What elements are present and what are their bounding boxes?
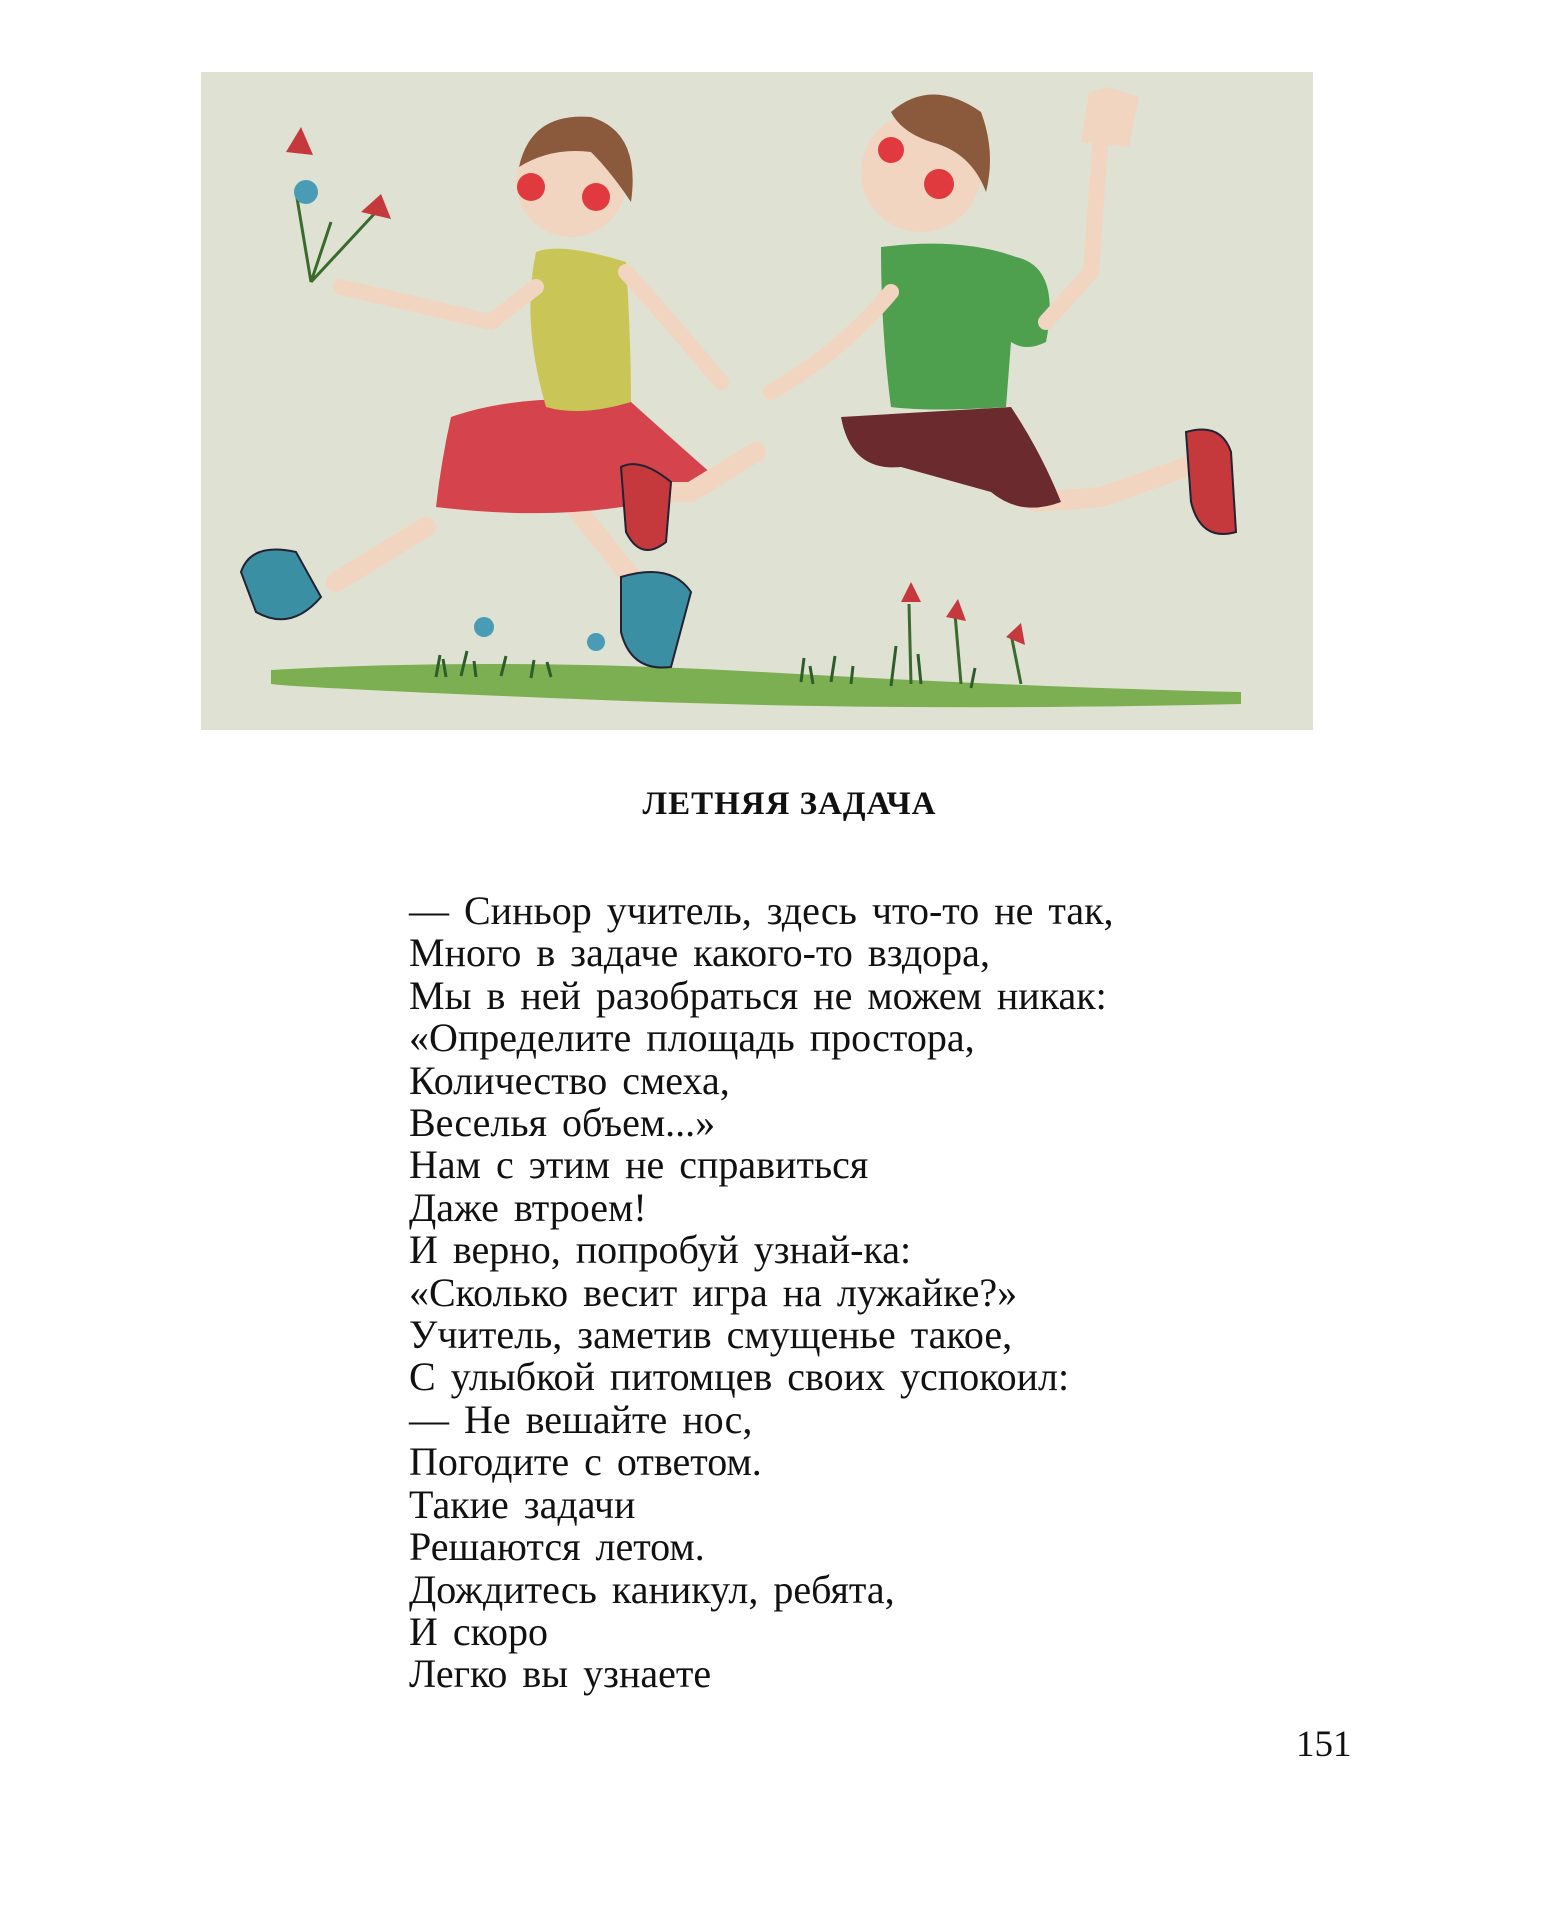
- poem-line: Дождитесь каникул, ребята,: [409, 1566, 895, 1612]
- poem-line: — Синьор учитель, здесь что-то не так,: [409, 888, 1114, 933]
- poem-line: «Сколько весит игра на лужайке?»: [409, 1269, 1018, 1315]
- poem-line: Решаются летом.: [409, 1524, 705, 1570]
- illustration-svg: [201, 72, 1313, 730]
- poem-text: [409, 890, 1309, 1696]
- page-number: 151: [1296, 1724, 1352, 1765]
- poem-line: Количество смеха,: [409, 1057, 730, 1103]
- poem-line: «Определите площадь простора,: [409, 1015, 975, 1061]
- poem-line: Много в задаче какого-то вздора,: [409, 930, 990, 976]
- poem-line: Погодите с ответом.: [409, 1439, 762, 1485]
- poem-line: Такие задачи: [409, 1481, 636, 1527]
- poem-line: — Не вешайте нос,: [409, 1396, 753, 1442]
- poem-line: Нам с этим не справиться: [409, 1142, 869, 1188]
- illustration-background: [201, 72, 1313, 730]
- poem-line: И скоро: [409, 1608, 549, 1654]
- poem-line: Даже втроем!: [409, 1184, 647, 1230]
- page-title: ЛЕТНЯЯ ЗАДАЧА: [642, 786, 937, 822]
- poem-line: И верно, попробуй узнай-ка:: [409, 1227, 912, 1273]
- children-running-illustration: [201, 72, 1313, 730]
- poem-line: Легко вы узнаете: [409, 1651, 712, 1697]
- poem-line: С улыбкой питомцев своих успокоил:: [409, 1354, 1070, 1400]
- poem-line: Учитель, заметив смущенье такое,: [409, 1312, 1013, 1358]
- poem-line: Веселья объем...»: [409, 1100, 716, 1146]
- poem-line: Мы в ней разобраться не можем никак:: [409, 972, 1107, 1018]
